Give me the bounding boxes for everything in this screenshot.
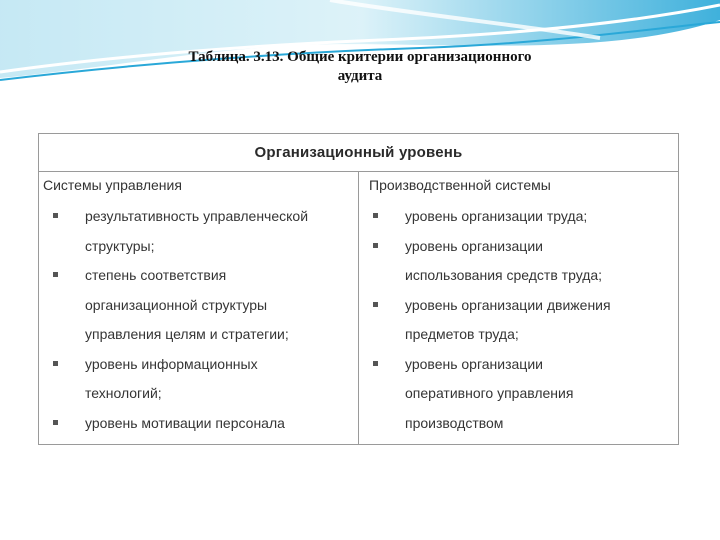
table-body	[39, 172, 678, 444]
list-item	[359, 291, 678, 350]
item-line: уровень информационных	[85, 355, 258, 372]
item-line: технологий;	[85, 385, 162, 401]
criteria-table	[38, 133, 679, 445]
item-line: уровень организации	[405, 237, 543, 254]
list-item	[39, 202, 358, 261]
slide-title	[60, 48, 660, 86]
square-bullet-icon	[53, 213, 58, 218]
item-line: степень соответствия	[85, 267, 227, 283]
square-bullet-icon	[373, 361, 378, 366]
item-line: организационной структуры	[85, 296, 268, 313]
square-bullet-icon	[53, 272, 58, 277]
item-line: уровень организации труда;	[405, 208, 588, 224]
item-line: управления целям и стратегии;	[85, 326, 289, 342]
column-production-system	[359, 172, 678, 444]
square-bullet-icon	[53, 361, 58, 366]
square-bullet-icon	[373, 243, 378, 248]
list-item	[39, 409, 358, 439]
item-line: использования средств труда;	[405, 267, 603, 283]
criteria-list	[359, 202, 678, 438]
column-management-systems	[39, 172, 359, 444]
square-bullet-icon	[373, 213, 378, 218]
square-bullet-icon	[53, 420, 58, 425]
column-header: Производственной системы	[369, 177, 551, 193]
item-line: структуры;	[85, 237, 155, 254]
item-line: производством	[405, 414, 504, 431]
item-line: результативность управленческой	[85, 208, 309, 224]
slide-title-line-2: аудита	[337, 68, 383, 84]
list-item	[359, 232, 678, 291]
item-line: уровень организации движения	[405, 296, 611, 313]
item-line: уровень организации	[405, 355, 543, 372]
criteria-list	[39, 202, 358, 438]
list-item	[39, 350, 358, 409]
item-line: уровень мотивации персонала	[85, 414, 285, 431]
table-title: Организационный уровень	[39, 134, 678, 172]
list-item	[359, 202, 678, 232]
list-item	[359, 350, 678, 439]
item-line: оперативного управления	[405, 385, 574, 401]
square-bullet-icon	[373, 302, 378, 307]
item-line: предметов труда;	[405, 326, 519, 342]
column-header: Системы управления	[43, 177, 182, 193]
list-item	[39, 261, 358, 350]
slide-title-line-1: Таблица. 3.13. Общие критерии организационного	[188, 49, 532, 65]
